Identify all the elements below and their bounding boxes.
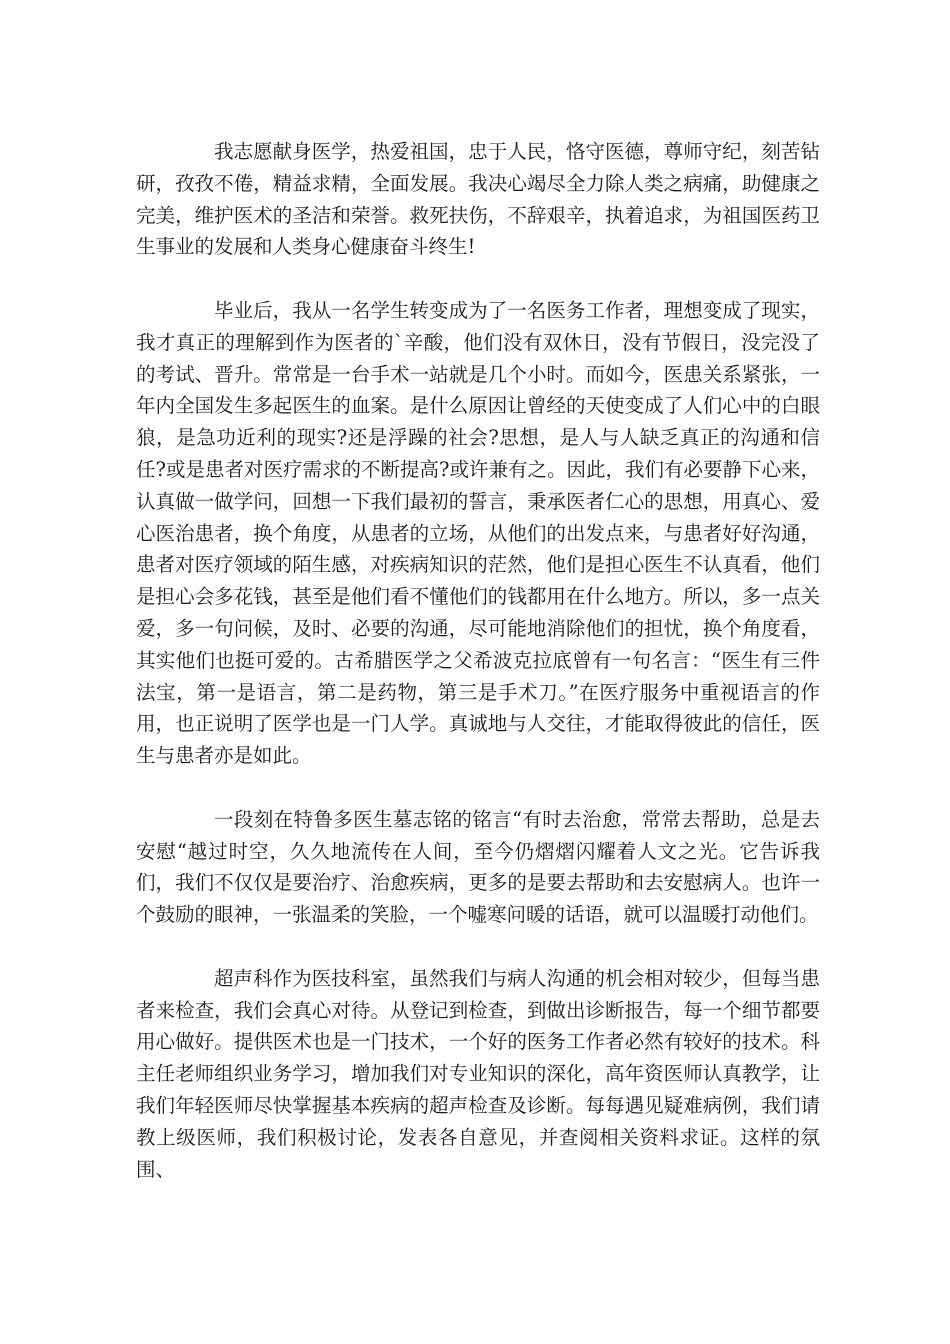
paragraph-ultrasound-dept: 超声科作为医技科室，虽然我们与病人沟通的机会相对较少，但每当患者来检查，我们会真心对待。从登记到检查，到做出诊断报告，每一个细节都要用心做好。提供医术也是一门技术，一个好的医务工作者必然有较好的技术。科主任老师组织业务学习，增加我们对专业知识的深化，高年资医师认真教学，让我们年轻医师尽快掌握基本疾病的超声检查及诊断。每每遇见疑难病例，我们请教上级医师，我们积极讨论，发表各自意见，并查阅相关资料求证。这样的氛围、 — [136, 966, 820, 1181]
paragraph-oath: 我志愿献身医学，热爱祖国，忠于人民，恪守医德，尊师守纪，刻苦钻研，孜孜不倦，精益求精，全面发展。我决心竭尽全力除人类之病痛，助健康之完美，维护医术的圣洁和荣誉。救死扶伤，不辞艰辛，执着追求，为祖国医药卫生事业的发展和人类身心健康奋斗终生! — [136, 140, 820, 259]
paragraph-after-graduation: 毕业后，我从一名学生转变成为了一名医务工作者，理想变成了现实，我才真正的理解到作为医者的`辛酸，他们没有双休日，没有节假日，没完没了的考试、晋升。常常是一台手术一站就是几个小时。而如今，医患关系紧张，一年内全国发生多起医生的血案。是什么原因让曾经的天使变成了人们心中的白眼狼，是急功近利的现实?还是浮躁的社会?思想，是人与人缺乏真正的沟通和信任?或是患者对医疗需求的不断提高?或许兼有之。因此，我们有必要静下心来，认真做一做学问，回想一下我们最初的誓言，秉承医者仁心的思想，用真心、爱心医治患者，换个角度，从患者的立场，从他们的出发点来，与患者好好沟通，患者对医疗领域的陌生感，对疾病知识的茫然，他们是担心医生不认真看，他们是担心会多花钱，甚至是他们看不懂他们的钱都用在什么地方。所以，多一点关爱，多一句问候，及时、必要的沟通，尽可能地消除他们的担忧，换个角度看，其实他们也挺可爱的。古希腊医学之父希波克拉底曾有一句名言：“医生有三件法宝，第一是语言，第二是药物，第三是手术刀。”在医疗服务中重视语言的作用，也正说明了医学也是一门人学。真诚地与人交往，才能取得彼此的信任，医生与患者亦是如此。 — [136, 298, 820, 768]
document-page — [136, 136, 820, 1217]
paragraph-trudeau-epitaph: 一段刻在特鲁多医生墓志铭的铭言“有时去治愈，常常去帮助，总是去安慰“越过时空，久久地流传在人间，至今仍熠熠闪耀着人文之光。它告诉我们，我们不仅仅是要治疗、治愈疾病，更多的是要去帮助和去安慰病人。也许一个鼓励的眼神，一张温柔的笑脸，一个嘘寒问暖的话语，就可以温暖打动他们。 — [136, 807, 820, 927]
